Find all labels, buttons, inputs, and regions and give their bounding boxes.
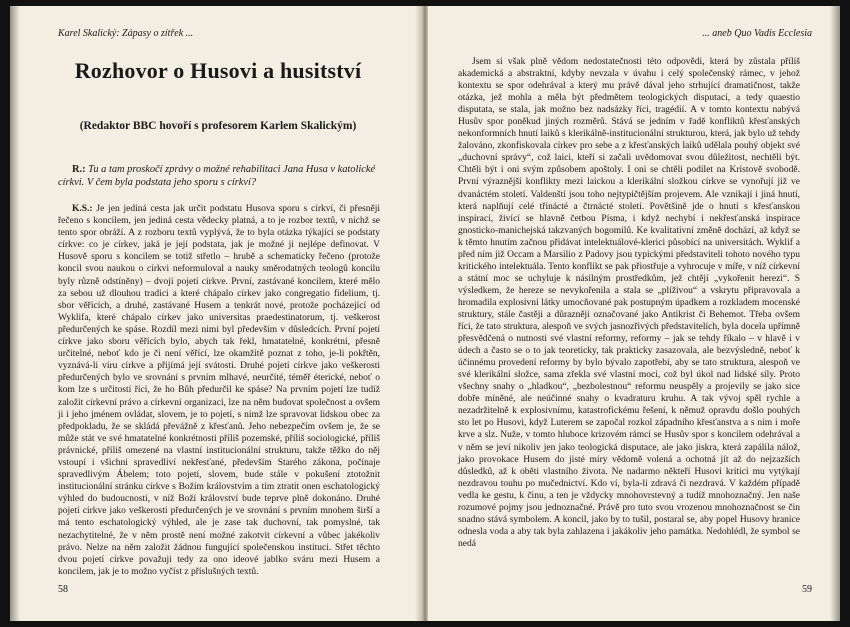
page-number-left: 58 xyxy=(58,584,68,595)
running-head-right: ... aneb Quo Vadis Ecclesia xyxy=(702,28,812,39)
book-spread xyxy=(10,6,840,621)
interview-question xyxy=(58,163,378,189)
left-page xyxy=(10,6,422,621)
right-page xyxy=(428,6,840,621)
running-head-left: Karel Skalický: Zápasy o zítřek ... xyxy=(58,28,194,39)
article-title: Rozhovor o Husovi a husitství xyxy=(74,58,362,83)
question-label: R.: xyxy=(72,164,86,175)
answer-label: K.S.: xyxy=(72,204,93,214)
answer-text: Je jen jediná cesta jak určit podstatu Husova sporu s církví, či přesněji řečeno s koncilem, jen jediná cesta vědecky platná, a to je rozbor textů, v nichž se tento spor obráží. A z rozboru textů vyplývá, že to byla otázka týkající se podstaty církve: co je církev, jaká je její podstata, jak je možné ji nejlépe definovat. V Husově sporu s koncilem se totiž střetlo – hrubě a schematicky řečeno (protože koncil svou naukou o církvi neformuloval a nauky směrodatných teologů koncilu byly různě odstíněny) – dvojí pojetí církve. První, zastávané koncilem, které mělo za sebou už dlouhou tradici a které chápalo církev jako congregatio fidelium, tj. sbor věřících, a druhé, zastávané Husem a tenkrát nové, protože pocházející od Wyklifa, které chápalo církev jako universitas praedestinatorum, tj. veškerost předurčených ke spáse. Rozdíl mezi nimi byl především v důsledcích. První pojetí církve jako sboru věřících bylo, abych tak řekl, hmatatelné, konkrétní, přesně určitelné, neboť kdo je či není věřící, lze okamžitě poznat z toho, je-li pokřtěn, vyznává-li víru církve a přijímá její svátosti. Druhé pojetí církve jako veškerosti předurčených bylo ve srovnání s prvním mlhavé, neurčité, téměř éterické, neboť o kom lze s určitostí říci, že ho Bůh předurčil ke spáse? Na prvním pojetí lze tudíž založit církevní právo a církevní organizaci, lze na něm budovat společnost a ovšem ji i jeho jménem ovládat, slovem, je to pojetí, s nímž lze spravovat lidskou obec za předpokladu, že se skládá převážně z křesťanů. Jeho nebezpečím ovšem je, že se může stát ve své hmatatelné konkrétnosti příliš pozemské, příliš sociologické, příliš právnické, příliš omezené na vlastní institucionální strukturu, takže těžko do něj vstoupí i všichni spravedliví nekřesťané, především Starého zákona, počínaje spravedlivým Ábelem; toto pojetí, slovem, bude stále v pokušení ztotožnit institucionální stránku církve s Božím královstvím a tím ztratit onen eschatologický výhled do budoucnosti, v níž Boží království bude teprve plně dokonáno. Druhé pojetí církve jako veškerosti předurčených je ve srovnání s prvním mnohem širší a má tento eschatologický výhled, ale je zase tak duchovní, tak pomyslné, tak nezachytitelné, že v něm prostě není možné zakotvit církevní a vůbec jakékoliv právo. Nelze na něm založit žádnou fungující společenskou instituci. Střet těchto dvou pojetí církve považuji tedy za ono ideové jablko sváru mezi Husem a koncilem, jak je to možno vyčíst z příslušných textů. xyxy=(58,204,380,577)
page-number-right: 59 xyxy=(802,584,812,595)
question-text: Tu a tam proskočí zprávy o možné rehabilitaci Jana Husa v katolické církvi. V čem byla podstata jeho sporu s církví? xyxy=(58,164,376,188)
article-subtitle: (Redaktor BBC hovoří s profesorem Karlem Skalickým) xyxy=(79,120,357,132)
page-edge-shadow xyxy=(10,6,20,621)
answer-paragraph xyxy=(58,203,380,578)
body-paragraph: Jsem si však plně vědom nedostatečnosti této odpovědi, která by zůstala příliš akademická a abstraktní, kdyby nevzala v úvahu i celý společenský rámec, v jehož kontextu se spor odehrával a který mu právě dával jeho strhující dramatičnost, takže otázka, jež mohla a měla být předmětem teologických disputací, a tedy quaestio disputata, se stala, jak možno bez nadsázky říci, tragédií. A v tomto kontextu nabývá Husův spor poněkud jiných rozměrů. Stává se jedním v řadě konfliktů křesťanských nekonformních hnutí laiků s klerikálně-institucionální strukturou, která, jak bylo už tehdy žalováno, zkonfiskovala církev pro sebe a z křesťanských laiků udělala pouhý objekt své „duchovní správy“, což laici, kteří si začali uvědomovat svou důležitost, nechtěli být. Chtěli být i oni svým způsobem apoštoly. I oni se chtěli podílet na Kristově svobodě. První výraznější konflikty mezi laickou a klerikální složkou církve se vynořují již ve dvanáctém století. Valdenští jsou toho nejtypičtějším projevem. Ale vznikají i jiná hnutí, která naplňují celé třinácté a čtrnácté století. Povětšině jde o hnutí s křesťanskou inspirací, živící se hlavně četbou Písma, i když nechybí i nekřesťanská inspirace gnosticko-manichejská takzvaných bogomilů. Ke kvalitativní změně dochází, až když se k těmto hnutím začnou přidávat intelektuálové-klerici působící na universitách. Wyklif a před ním již Occam a Marsilio z Padovy jsou typickými představiteli tohoto nového typu kritického intelektuála. Tento konflikt se pak přiostřuje a vyhrocuje v míře, v níž církevní a státní moc se uchyluje k násilným prostředkům, jež chtějí „vykořenit herezi“. S výsledkem, že hereze se nevykořenila a stala se „plíživou“ a vskrytu připravovala a hromadila explosivní látky umocňované pak postupným úpadkem a rozkladem mocenské struktury, stále častěji a důrazněji označované jako Antikrist či Behemot. Třeba ovšem říci, že tato struktura, alespoň ve svých jasnozřivých představitelích, byla docela upřímně přesvědčená o nutnosti své vlastní reformy, reformy – jak se tehdy říkalo – v hlavě i v údech a často se o to jak teoreticky, tak prakticky zasazovala, ale bezvýsledně, neboť k účinnému provedení reformy by bylo bývalo zapotřebí, aby se tato struktura, alespoň ve své klerikální složce, sama zřekla své vlastní moci, což byl úkol nad lidské síly. Proto všechny snahy o „hladkou“, „bezbolestnou“ reformu neuspěly a projevily se jako sice dobře míněné, ale neúčinné snahy o kvadraturu kruhu. A tak vývoj spěl rychle a nezadržitelně k explosivnímu, katastrofickému řešení, k němuž opravdu došlo pouhých sto let po Husovi, když Luterem se započal rozkol západního křesťanstva a s ním i moře krve a slz. Nuže, v tomto hluboce krizovém rámci se Husův spor s koncilem odehrával a v něm se jeví nikoliv jen jako teologická disputace, ale jako jiskra, která zapálila nálož, jako provokace Husem do jisté míry vědomě volená a ochotná jít až do nejzazších důsledků, až k oběti vlastního života. Ne nadarmo někteří Husovi kritici mu vytýkají nezdravou touhu po mučednictví. Kdo ví, byla-li zdravá či nezdravá. V každém případě vedla ke gestu, k činu, a ten je vždycky mnohovrstevný a tudíž mnohoznačný. Jen naše rozumové pojmy jsou jednoznačné. Právě pro tuto svou vrozenou mnohoznačnost se čin snadno stává symbolem. A koncil, jako by to tušil, postaral se, aby popel Husovy hranice odnesla voda a aby tak byla zahlazena i jakákoliv jeho památka. Nedohlédl, že symbol se nedá xyxy=(458,57,800,549)
page-edge-shadow xyxy=(830,6,840,621)
